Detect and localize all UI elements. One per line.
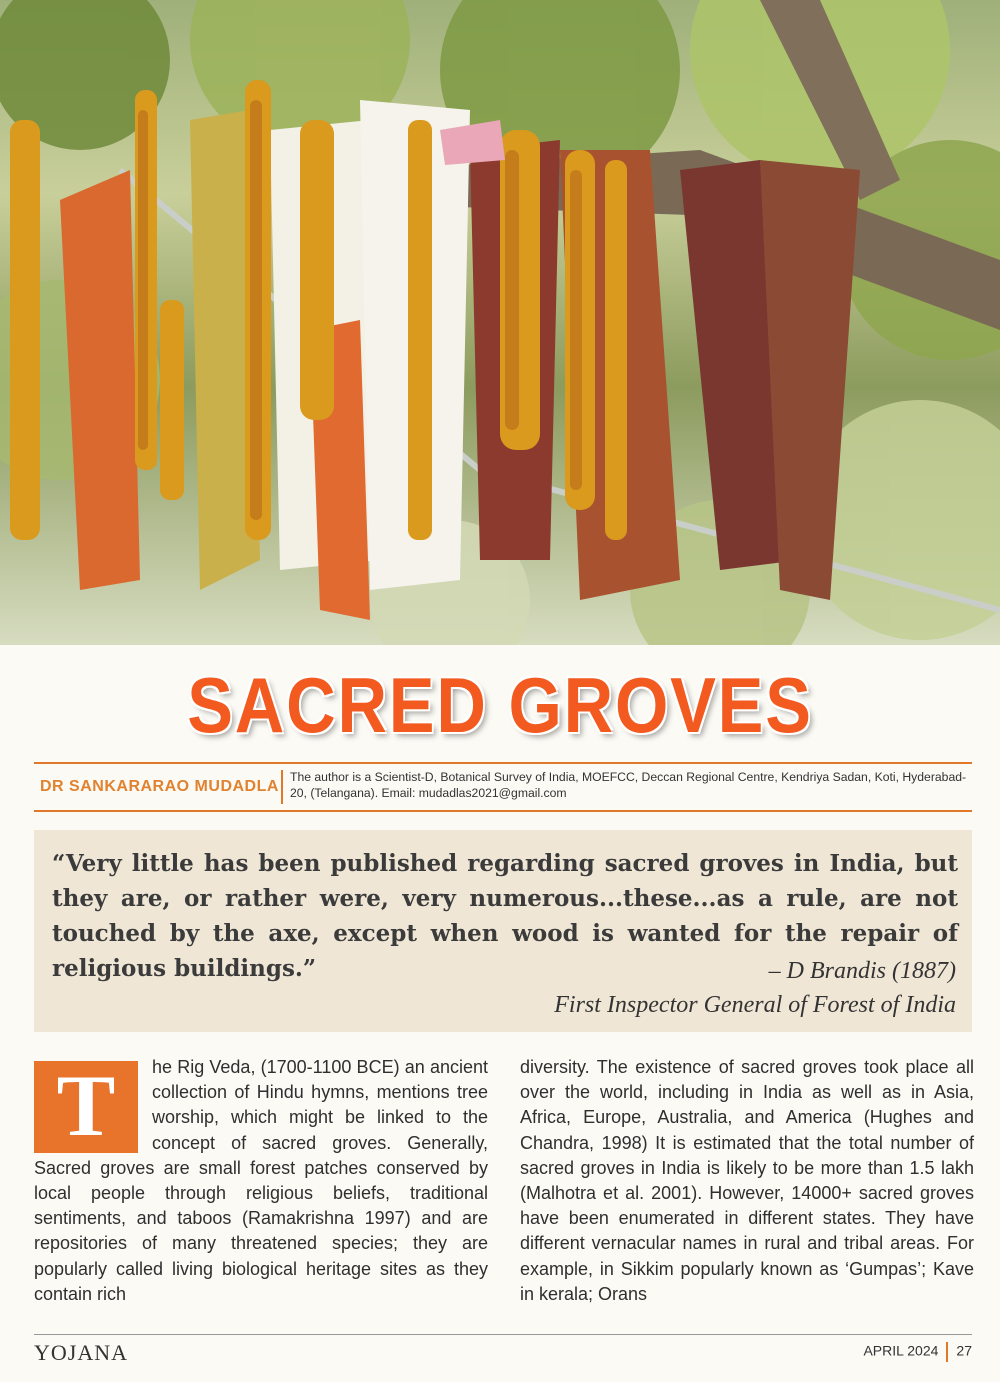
body-text-left: he Rig Veda, (1700-1100 BCE) an ancient collection of Hindu hymns, mentions tree worship, which might be linked to the concept of sacred groves. Generally, Sacred groves are small forest patches conserved by local people through religious beliefs, traditional sentiments, and taboos (Ramakrishna 1997) and are repositories of many threatened species; they are popularly called living biological heritage sites as they contain rich: [34, 1057, 488, 1304]
author-divider: [281, 770, 283, 804]
footer-rule: [34, 1334, 972, 1335]
sacred-grove-illustration: [0, 0, 1000, 645]
hero-photo: [0, 0, 1000, 645]
body-column-left: [34, 1055, 488, 1307]
quote-author: – D Brandis (1887): [768, 958, 956, 984]
quote-author-role: First Inspector General of Forest of India: [554, 992, 956, 1018]
magazine-name: YOJANA: [34, 1340, 128, 1365]
quote-text: “Very little has been published regarding sacred groves in India, but they are, or rather were, very numerous...these...as a rule, are not touched by the axe, except when wood is wanted for the repair of religious buildings.”: [52, 850, 958, 982]
body-text-right: diversity. The existence of sacred groves took place all over the world, including in India as well as in Asia, Africa, Europe, Australia, and America (Hughes and Chandra, 1998) It is estimated that the total number of sacred groves in India is likely to be more than 1.5 lakh (Malhotra et al. 2001). However, 14000+ sacred groves have been enumerated in different states. They have different vernacular names in rural and tribal areas. For example, in Sikkim popularly known as ‘Gumpas’; Kave in kerala; Orans: [520, 1057, 974, 1304]
author-bar: [34, 762, 972, 812]
footer-issue-info: [863, 1342, 972, 1362]
drop-cap: T: [34, 1061, 138, 1153]
footer-divider: [946, 1342, 948, 1362]
issue-date: APRIL 2024: [863, 1342, 939, 1359]
page-number: 27: [956, 1342, 972, 1359]
article-title: SACRED GROVES: [187, 661, 813, 749]
quote-attribution: [554, 954, 956, 1022]
author-name: DR SANKARARAO MUDADLA: [40, 778, 279, 795]
body-column-right: [520, 1055, 974, 1307]
pull-quote: [34, 830, 972, 1032]
author-bio: The author is a Scientist-D, Botanical Survey of India, MOEFCC, Deccan Regional Centre, Kendriya Sadan, Koti, Hyderabad-20, (Telangana). Email: mudadlas2021@gmail.com: [290, 770, 967, 800]
